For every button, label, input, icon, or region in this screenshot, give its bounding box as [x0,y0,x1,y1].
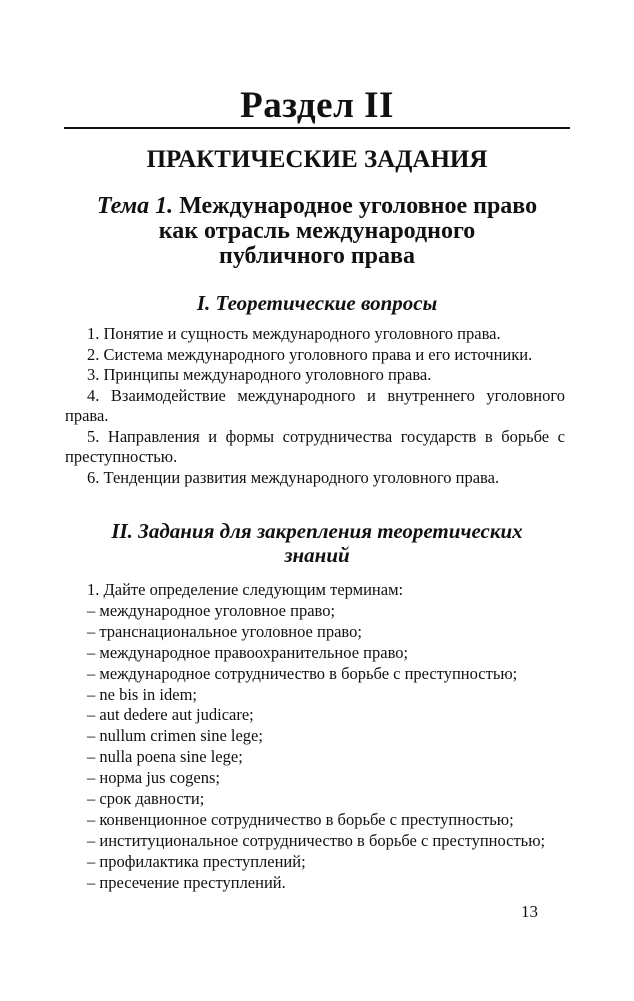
practical-heading: ПРАКТИЧЕСКИЕ ЗАДАНИЯ [146,146,488,173]
tasks-heading [0,519,634,567]
topic-line-2: как отрасль международного [158,218,476,244]
term-item: – международное сотрудничество в борьбе с преступностью; [87,663,518,683]
term-item: – международное правоохранительное право; [87,642,409,662]
tasks-heading-line-2: знаний [284,543,350,567]
term-item: – aut dedere aut judicare; [87,705,254,725]
topic-line-1 [0,194,634,219]
theory-item: 5. Направления и формы сотрудничества государств в борьбе с преступностью. [65,426,565,466]
term-item: – срок давности; [87,789,205,809]
theory-item: 4. Взаимодействие международного и внутреннего уголовного права. [65,385,565,425]
term-item: – конвенционное сотрудничество в борьбе с преступностью; [87,809,514,829]
theory-item: 2. Система международного уголовного права и его источники. [87,344,533,364]
page-number: 13 [521,902,538,921]
term-item: – международное уголовное право; [87,600,336,620]
term-item: – институциональное сотрудничество в борьбе с преступностью; [87,830,546,850]
theory-item: 3. Принципы международного уголовного права. [87,365,432,384]
theory-heading: I. Теоретические вопросы [196,291,438,315]
tasks-heading-line-1: II. Задания для закрепления теоретических [111,519,523,543]
topic-heading [0,194,634,269]
theory-item: 6. Тенденции развития международного уголовного права. [87,467,500,487]
topic-line-1-text: Международное уголовное право [179,193,538,219]
term-item: – транснациональное уголовное право; [87,621,362,641]
terms-list [65,580,565,894]
theory-list [65,324,565,488]
task-intro: 1. Дайте определение следующим терминам: [87,580,404,599]
term-item: – норма jus cogens; [87,768,221,788]
topic-label: Тема 1. [96,193,174,219]
title-rule [64,127,570,129]
term-item: – пресечение преступлений. [87,872,286,892]
theory-item: 1. Понятие и сущность международного уголовного права. [87,324,501,343]
term-item: – nulla poena sine lege; [87,747,243,767]
topic-line-3: публичного права [218,243,415,269]
term-item: – ne bis in idem; [87,684,197,704]
term-item: – nullum crimen sine lege; [87,726,263,746]
section-title: Раздел II [240,85,394,126]
term-item: – профилактика преступлений; [87,851,306,871]
